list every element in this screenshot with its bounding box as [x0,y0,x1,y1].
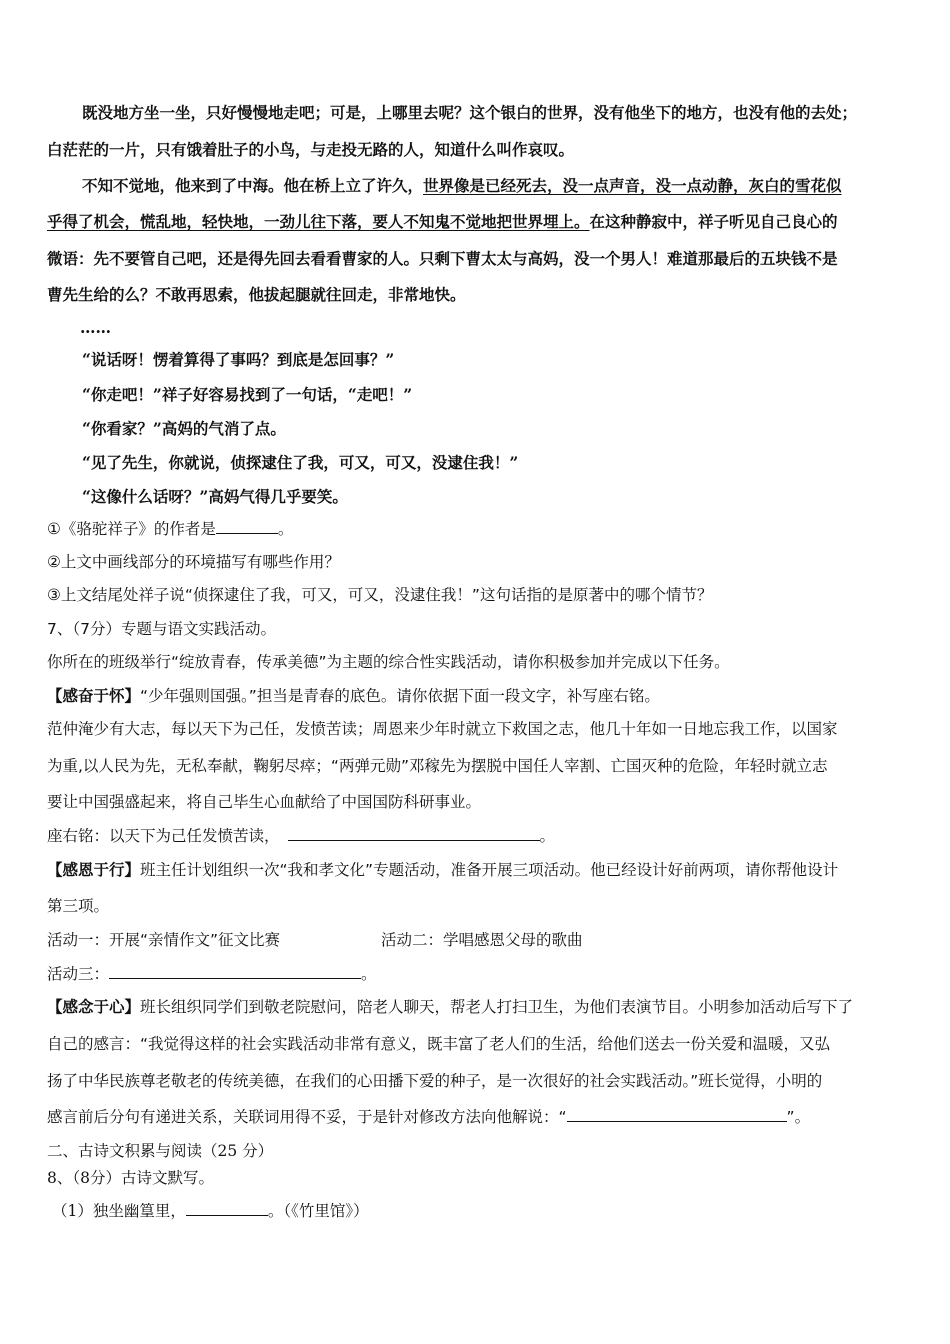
poem-answer-blank[interactable] [186,1201,268,1216]
dialogue-line: “你看家？”高妈的气消了点。 [82,419,286,438]
activity-2: 活动二：学唱感恩父母的歌曲 [381,931,583,949]
explanation-answer-blank[interactable] [567,1107,787,1122]
dialogue-line: “这像什么话呀？”高妈气得几乎要笑。 [82,487,348,506]
paragraph-line: 为重,以人民为先，无私奉献，鞠躬尽瘁；“两弹元勋”邓稼先为摆脱中国任人宰割、亡国灭种的危险，年轻时就立志 [47,757,828,775]
paragraph-line: 范仲淹少有大志，每以天下为己任，发愤苦读；周恩来少年时就立下救国之志，他几十年如一日地忘我工作，以国家 [47,720,838,738]
passage-line [47,212,838,232]
passage-text: 不知不觉地，他来到了中海。他在桥上立了许久， [82,176,424,195]
task-text: 班主任计划组织一次“我和孝文化”专题活动，准备开展三项活动。他已经设计好前两项，请你帮他设计 [140,861,839,879]
activity-3 [47,964,377,984]
task-2-continued: 第三项。 [47,897,110,915]
passage-line: 白茫茫的一片，只有饿着肚子的小鸟，与走投无路的人，知道什么叫作哀叹。 [47,140,575,159]
task-text: 感言前后分句有递进关系，关联词用得不妥，于是针对修改方法向他解说：“ [47,1108,567,1126]
task-text: 班长组织同学们到敬老院慰问，陪老人聊天，帮老人打扫卫生，为他们表演节目。小明参加活动后写下了 [140,998,854,1016]
section-heading: 二、古诗文积累与阅读（25 分） [47,1142,274,1160]
task-text: “少年强则国强。”担当是青春的底色。请你依据下面一段文字，补写座右铭。 [140,687,660,705]
dialogue-line: “你走吧！”祥子好容易找到了一句话，“走吧！” [82,385,413,404]
activity-text: 。 [361,965,377,983]
paragraph-line: 要让中国强盛起来，将自己毕生心血献给了中国国防科研事业。 [47,793,482,811]
activity-1: 活动一：开展“亲情作文”征文比赛 [47,931,281,949]
question-7-title: 7、（7分）专题与语文实践活动。 [47,620,276,638]
task-3 [47,997,853,1017]
question-text: 。（《竹里馆》） [267,1202,369,1220]
question-6-1 [47,519,293,539]
passage-line: 既没地方坐一坐，只好慢慢地走吧；可是，上哪里去呢？这个银白的世界，没有他坐下的地方，也没有他的去处； [82,103,858,122]
motto-text: 。 [539,827,556,845]
passage-line: 曹先生给的么？不敢再思索，他拔起腿就往回走，非常地快。 [47,285,466,304]
passage-text: 在这种静寂中，祥子听见自己良心的 [589,212,838,231]
task-label: 【感奋于怀】 [47,687,141,705]
question-text: （1）独坐幽篁里， [52,1202,186,1220]
motto-line [47,826,555,846]
task-3-line: 扬了中华民族尊老敬老的传统美德，在我们的心田播下爱的种子，是一次很好的社会实践活动。”班长觉得，小明的 [47,1072,823,1090]
dialogue-line: “说话呀！愣着算得了事吗？到底是怎回事？” [82,350,395,369]
motto-answer-blank[interactable] [288,826,540,841]
task-label: 【感念于心】 [47,998,141,1016]
answer-blank[interactable] [216,519,278,534]
question-8-title: 8、（8分）古诗文默写。 [47,1169,214,1187]
dialogue-line: “见了先生，你就说，侦探逮住了我，可又，可又，没逮住我！” [82,453,519,472]
task-3-line: 自己的感言：“我觉得这样的社会实践活动非常有意义，既丰富了老人们的生活，给他们送去一份关爱和温暖，又弘 [47,1035,831,1053]
question-text: 。 [277,520,294,538]
activity-answer-blank[interactable] [109,964,361,979]
task-2 [47,860,838,880]
task-text: ”。 [786,1108,811,1126]
underlined-passage: 乎得了机会，慌乱地，轻快地，一劲儿往下落，要人不知鬼不觉地把世界埋上。 [47,212,590,231]
question-7-intro: 你所在的班级举行“绽放青春，传承美德”为主题的综合性实践活动，请你积极参加并完成以下任务。 [47,653,730,671]
passage-line: 微语：先不要管自己吧，还是得先回去看看曹家的人。只剩下曹太太与高妈，没一个男人！难道那最后的五块钱不是 [47,249,838,268]
task-label: 【感恩于行】 [47,861,141,879]
question-8-1 [52,1201,369,1221]
underlined-passage: 世界像是已经死去，没一点声音，没一点动静，灰白的雪花似 [423,176,842,195]
task-3-line [47,1107,810,1127]
passage-line [82,176,842,196]
motto-text: 座右铭：以天下为己任发愤苦读， [47,827,280,845]
question-text: ①《骆驼祥子》的作者是 [47,520,216,538]
ellipsis: …… [80,318,111,337]
activity-text: 活动三： [47,965,110,983]
question-6-2: ②上文中画线部分的环境描写有哪些作用？ [47,553,340,571]
question-6-3: ③上文结尾处祥子说“侦探逮住了我，可又，可又，没逮住我！”这句话指的是原著中的哪个情节？ [47,586,713,604]
task-1 [47,686,660,706]
